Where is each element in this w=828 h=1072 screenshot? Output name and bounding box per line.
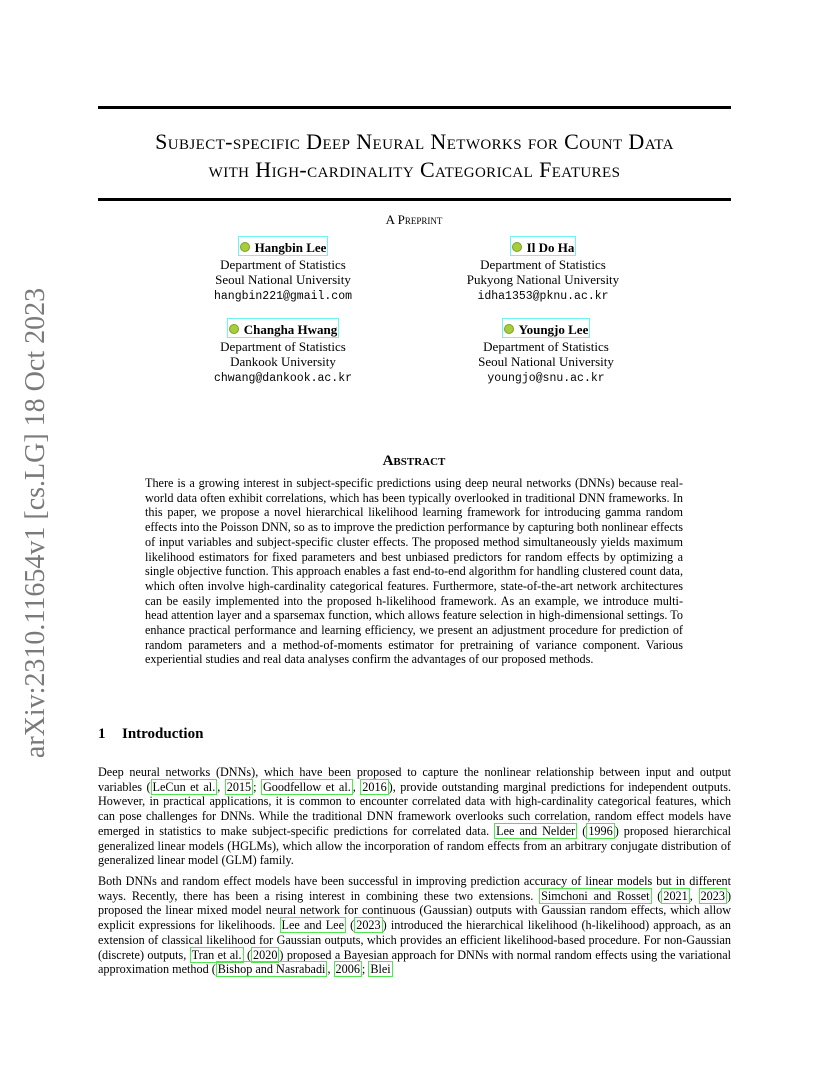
abstract-heading: Abstract (382, 453, 446, 469)
author-block-4 (426, 318, 666, 386)
author-name-link[interactable]: Hangbin Lee (238, 236, 329, 256)
orcid-icon[interactable] (512, 242, 522, 252)
author-email: hangbin221@gmail.com (213, 290, 353, 303)
author-block-3 (163, 318, 403, 386)
citation-link[interactable]: 2023 (700, 888, 725, 903)
orcid-icon[interactable] (240, 242, 250, 252)
citation-link[interactable]: 2020 (253, 947, 278, 962)
author-university: Pukyong National University (466, 272, 620, 287)
citation-link[interactable]: 2015 (226, 779, 252, 794)
citation-link[interactable]: Simchoni and Rosset (541, 888, 650, 903)
citation-link[interactable]: 2023 (356, 918, 381, 933)
citation-link[interactable]: 2006 (335, 962, 360, 977)
author-email: youngjo@snu.ac.kr (487, 372, 605, 385)
intro-paragraph-1: Deep neural networks (DNNs), which have been proposed to capture the nonlinear relationship between input and output variables ( LeCun et al. , 2015 ; Goodfellow et al. , 2016 ), provide outstanding marginal predictions for independent outputs. However, in practical applications, it is common to encounter correlated data with high-cardinality categorical features, which can pose challenges for DNNs. While the traditional DNN framework overlooks such correlation, random effect models have emerged in statistics to make subject-specific predictions for correlated data. Lee and Nelder ( 1996 ) proposed hierarchical generalized linear models (HGLMs), which allow the incorporation of random effects from an arbitrary conjugate distribution of generalized linear model (GLM) family. (98, 765, 732, 868)
title-bottom-rule (98, 198, 731, 201)
citation-link[interactable]: Tran et al. (191, 947, 242, 962)
citation-link[interactable]: Lee and Lee (281, 918, 344, 933)
section-number: 1 (98, 726, 106, 742)
author-name-link[interactable]: Youngjo Lee (502, 318, 591, 338)
paper-title (98, 128, 731, 184)
arxiv-sidebar (18, 288, 54, 758)
citation-link[interactable]: Blei (370, 962, 391, 977)
author-university: Seoul National University (215, 272, 351, 287)
citation-link[interactable]: LeCun et al. (152, 779, 216, 794)
author-department: Department of Statistics (220, 257, 346, 272)
author-email: chwang@dankook.ac.kr (213, 372, 353, 385)
section-heading (98, 726, 203, 743)
author-department: Department of Statistics (483, 339, 609, 354)
abstract-text: There is a growing interest in subject-specific predictions using deep neural networks (DNNs) because real-world data often exhibit correlations, which has been typically overlooked in traditional DNN frameworks. In this paper, we propose a novel hierarchical likelihood learning framework for introducing gamma random effects into the Poisson DNN, so as to improve the prediction performance by capturing both nonlinear effects of input variables and subject-specific cluster effects. The proposed method simultaneously yields maximum likelihood estimators for fixed parameters and best unbiased predictors for random effects by optimizing a single objective function. This approach enables a fast end-to-end algorithm for handling clustered count data, which often involve high-cardinality categorical features. Furthermore, state-of-the-art network architectures can be easily implemented into the proposed h-likelihood framework. As an example, we introduce multi-head attention layer and a sparsemax function, which allows feature selection in high-dimensional settings. To enhance practical performance and learning efficiency, we present an adjustment procedure for prediction of random parameters and a method-of-moments estimator for pretraining of variance component. Various experiential studies and real data analyses confirm the advantages of our proposed methods. (145, 476, 683, 667)
citation-link[interactable]: Bishop and Nasrabadi (217, 962, 326, 977)
citation-link[interactable]: 1996 (588, 823, 613, 838)
author-department: Department of Statistics (220, 339, 346, 354)
arxiv-identifier: arXiv:2310.11654v1 [cs.LG] 18 Oct 2023 (20, 287, 51, 759)
citation-link[interactable]: 2016 (362, 779, 387, 794)
author-university: Dankook University (230, 354, 336, 369)
citation-link[interactable]: 2021 (663, 888, 688, 903)
author-name-link[interactable]: Il Do Ha (510, 236, 577, 256)
author-name-link[interactable]: Changha Hwang (227, 318, 340, 338)
intro-paragraph-2: Both DNNs and random effect models have been successful in improving prediction accuracy of linear models but in different ways. Recently, there has been a rising interest in combining these two extensions. Simchoni and Rosset ( 2021 , 2023 ) proposed the linear mixed model neural network for continuous (Gaussian) outputs with Gaussian random effects, which allow explicit expressions for likelihoods. Lee and Lee ( 2023 ) introduced the hierarchical likelihood (h-likelihood) approach, as an extension of classical likelihood for Gaussian outputs, which provides an efficient likelihood-based procedure. For non-Gaussian (discrete) outputs, Tran et al. ( 2020 ) proposed a Bayesian approach for DNNs with normal random effects using the variational approximation method ( Bishop and Nasrabadi , 2006 ; Blei (98, 874, 732, 977)
author-university: Seoul National University (478, 354, 614, 369)
author-department: Department of Statistics (480, 257, 606, 272)
orcid-icon[interactable] (229, 324, 239, 334)
top-rule (98, 106, 731, 109)
preprint-label: A Preprint (385, 212, 443, 227)
orcid-icon[interactable] (504, 324, 514, 334)
title-line-2: with High-cardinality Categorical Features (208, 157, 621, 182)
title-line-1: Subject-specific Deep Neural Networks for Count Data (155, 129, 674, 154)
author-block-2 (423, 236, 663, 304)
section-title: Introduction (122, 726, 204, 742)
citation-link[interactable]: Lee and Nelder (496, 823, 576, 838)
citation-link[interactable]: Goodfellow et al. (262, 779, 351, 794)
author-email: idha1353@pknu.ac.kr (477, 290, 609, 303)
author-block-1 (163, 236, 403, 304)
